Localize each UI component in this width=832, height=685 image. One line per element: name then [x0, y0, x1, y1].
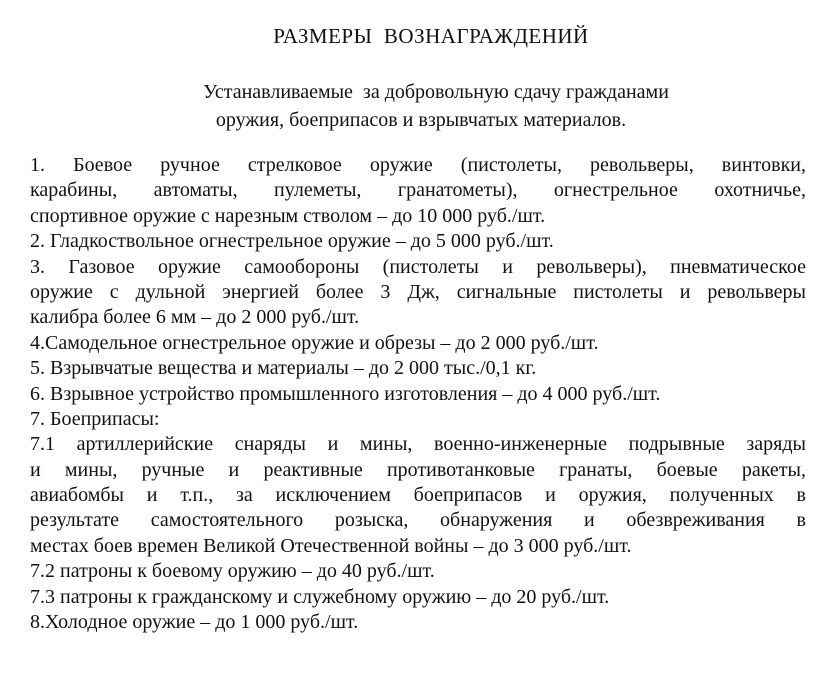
list-item-7 — [30, 407, 806, 432]
list-item-5 — [30, 356, 806, 381]
list-item-line: 1. Боевое ручное стрелковое оружие (пистолеты, револьверы, винтовки, — [30, 154, 806, 176]
list-item-line: и мины, ручные и реактивные противотанковые гранаты, боевые ракеты, — [30, 458, 806, 481]
list-item-line: 5. Взрывчатые вещества и материалы – до 2 000 тыс./0,1 кг. — [30, 357, 537, 380]
list-item-6 — [30, 382, 806, 407]
list-item-line: местах боев времен Великой Отечественной войны – до 3 000 руб./шт. — [30, 534, 632, 557]
list-item-line: 2. Гладкоствольное огнестрельное оружие – до 5 000 руб./шт. — [30, 230, 554, 253]
list-item-2 — [30, 229, 806, 254]
document-subtitle-line-1: Устанавливаемые за добровольную сдачу гражданами — [203, 81, 669, 103]
list-item-4 — [30, 331, 806, 356]
list-item-line: оружие с дульной энергией более 3 Дж, сигнальные пистолеты и револьверы — [30, 280, 806, 303]
list-item-line: 7.3 патроны к гражданскому и служебному оружию – до 20 руб./шт. — [30, 585, 610, 608]
list-item-line: 8.Холодное оружие – до 1 000 руб./шт. — [30, 611, 359, 634]
reward-list — [30, 153, 806, 635]
list-item-line: 4.Самодельное огнестрельное оружие и обрезы – до 2 000 руб./шт. — [30, 331, 599, 354]
list-item-7-3 — [30, 585, 806, 610]
list-item-7-2 — [30, 559, 806, 584]
list-item-3 — [30, 255, 806, 331]
list-item-line: калибра более 6 мм – до 2 000 руб./шт. — [30, 306, 360, 329]
list-item-line: 7.2 патроны к боевому оружию – до 40 руб./шт. — [30, 560, 435, 583]
list-item-line: спортивное оружие с нарезным стволом – до 10 000 руб./шт. — [30, 204, 546, 227]
document-subtitle-line-2: оружия, боеприпасов и взрывчатых материалов. — [215, 109, 627, 131]
list-item-line: карабины, автоматы, пулеметы, гранатометы), огнестрельное охотничье, — [30, 179, 806, 202]
list-item-8 — [30, 610, 806, 635]
list-item-line: 7.1 артиллерийские снаряды и мины, военно-инженерные подрывные заряды — [30, 433, 806, 456]
list-item-line: 7. Боеприпасы: — [30, 407, 160, 430]
list-item-7-1 — [30, 432, 806, 559]
list-item-line: 3. Газовое оружие самообороны (пистолеты и револьверы), пневматическое — [30, 255, 806, 278]
list-item-1 — [30, 153, 806, 229]
list-item-line: 6. Взрывное устройство промышленного изготовления – до 4 000 руб./шт. — [30, 382, 661, 405]
document-title: РАЗМЕРЫ ВОЗНАГРАЖДЕНИЙ — [273, 24, 589, 48]
list-item-line: результате самостоятельного розыска, обнаружения и обезвреживания в — [30, 509, 806, 532]
list-item-line: авиабомбы и т.п., за исключением боеприпасов и оружия, полученных в — [30, 484, 806, 507]
